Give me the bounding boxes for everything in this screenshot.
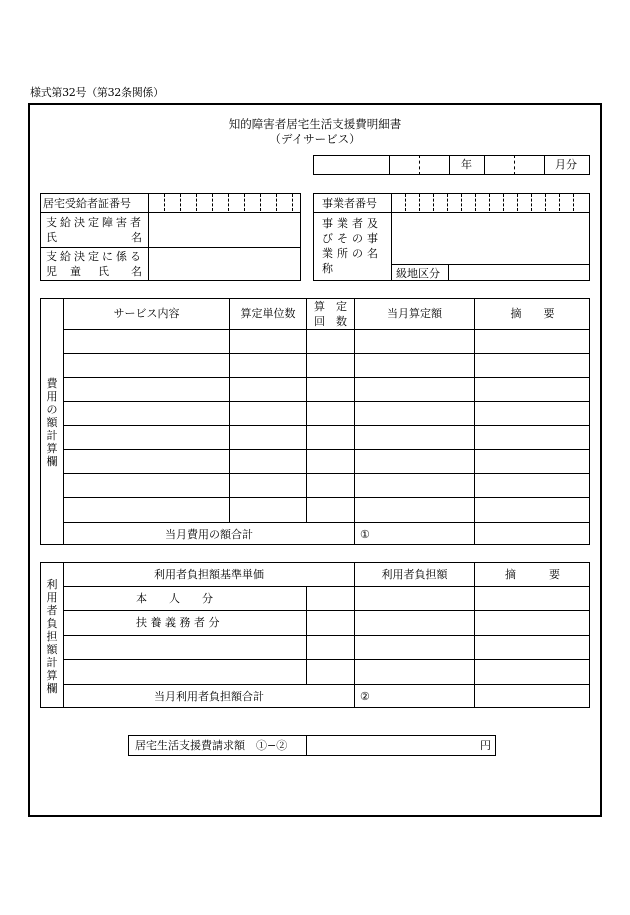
provider-number-field[interactable]: [392, 194, 589, 211]
form-number: 様式第32号（第32条関係）: [30, 86, 164, 99]
region-field[interactable]: [449, 265, 589, 280]
cert-number-field[interactable]: [149, 194, 300, 211]
month-label: 月分: [555, 158, 577, 171]
col-header-count: 算 定: [314, 300, 347, 313]
year-field[interactable]: [390, 156, 448, 174]
child-name-field[interactable]: [149, 248, 300, 280]
provider-name-label: 事業者及: [322, 217, 382, 230]
col-header-base-price: 利用者負担額基準単価: [154, 568, 264, 581]
claim-unit: 円: [480, 739, 491, 752]
form-subtitle: （デイサービス）: [269, 132, 361, 146]
user-burden-section-label: 利用者負担額計算欄: [46, 578, 58, 695]
cost-section-label: 費用の額計算欄: [46, 377, 58, 468]
row-self: 本 人 分: [136, 592, 213, 605]
row-supporter: 扶 養 義 務 者 分: [136, 616, 220, 629]
cost-total-marker: ①: [360, 528, 370, 541]
cert-number-label: 居宅受給者証番号: [43, 197, 131, 210]
year-label: 年: [461, 158, 472, 171]
cost-total-label: 当月費用の額合計: [165, 528, 253, 541]
col-header-unit: 算定単位数: [240, 307, 296, 320]
col-header-service: サービス内容: [113, 307, 180, 320]
child-name-label: 支給決定に係る: [46, 250, 144, 263]
claim-amount-field[interactable]: [307, 736, 477, 755]
col-header-user-remarks: 摘 要: [505, 568, 560, 581]
user-total-label: 当月利用者負担額合計: [154, 690, 264, 703]
col-header-user-amount: 利用者負担額: [381, 568, 448, 581]
month-field[interactable]: [485, 156, 543, 174]
region-label: 級地区分: [396, 267, 440, 280]
provider-name-field[interactable]: [392, 213, 589, 263]
col-header-remarks: 摘 要: [510, 307, 555, 320]
disabled-name-label: 支給決定障害者: [46, 216, 144, 229]
disabled-name-field[interactable]: [149, 213, 300, 246]
col-header-month-amount: 当月算定額: [387, 307, 442, 320]
claim-label: 居宅生活支援費請求額 ①−②: [135, 739, 288, 752]
user-total-field[interactable]: [372, 685, 473, 707]
provider-number-label: 事業者番号: [322, 197, 377, 210]
user-total-marker: ②: [360, 690, 370, 703]
form-title: 知的障害者居宅生活支援費明細書: [228, 117, 402, 131]
cost-total-field[interactable]: [372, 523, 473, 544]
